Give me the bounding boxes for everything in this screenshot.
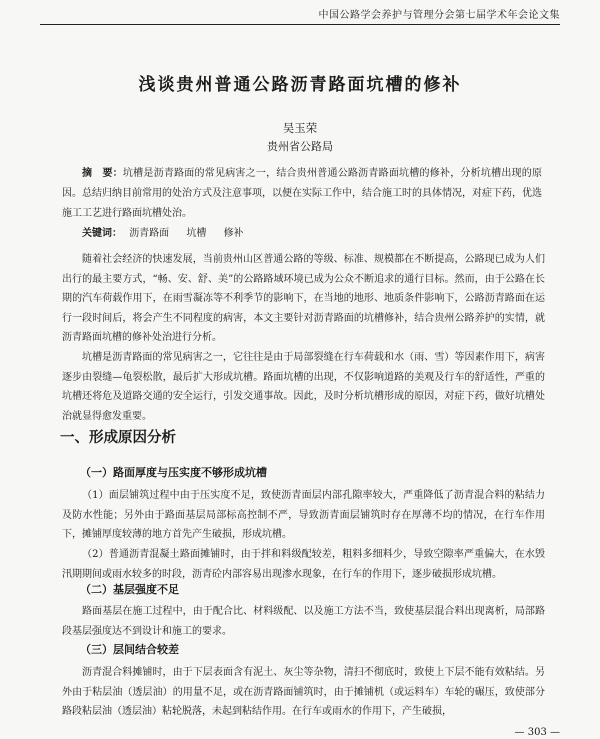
intro-paragraph-1: 随着社会经济的快速发展，当前贵州山区普通公路的等级、标准、规模都在不断提高，公路现已成为人们出行的最主要方式，“畅、安、舒、美”的公路路域环境已成为公众不断追求的通行目标。然而，由于公路在长期的汽车荷载作用下，在雨雪凝冻等不利季节的影响下，在当地的地形、地质条件影响下，公路沥青路面在运行一段时间后，将会产生不同程度的病害，本文主要针对沥青路面的坑槽修补，结合贵州公路养护的实情，就沥青路面坑槽的修补处治进行分析。 (62, 254, 545, 343)
subsection-heading: （二）基层强度不足 (80, 583, 179, 596)
intro-paragraph-2: 坑槽是沥青路面的常见病害之一，它往往是由于局部裂缝在行车荷载和水（雨、雪）等因素作用下，病害逐步由裂缝—龟裂松散，最后扩大形成坑槽。路面坑槽的出现，不仅影响道路的美观及行车的舒适性，严重的坑槽还将危及道路交通的安全运行，引发交通事故。因此，及时分析坑槽形成的原因，对症下药，做好坑槽处治就显得愈发重要。 (62, 352, 545, 422)
keyword: 坑槽 (186, 228, 207, 239)
running-header: 中国公路学会养护与管理分会第七届学术年会论文集 (40, 6, 560, 25)
body-paragraph: 沥青混合料摊铺时，由于下层表面含有泥土、灰尘等杂物，清扫不彻底时，致使上下层不能有效粘结。另外由于粘层油（透层油）的用量不足，或在沥青路面铺筑时，由于摊铺机（或运料车）车轮的碾压，致使部分路段粘层油（透层油）粘轮脱落，未起到粘结作用。在行车或雨水的作用下，产生破损， (62, 667, 545, 717)
keywords-label: 关键词： (82, 228, 122, 239)
body-paragraph: （1）面层铺筑过程中由于压实度不足，致使沥青面层内部孔隙率较大，严重降低了沥青混合料的粘结力及防水性能；另外由于路面基层局部标高控制不严，导致沥青面层铺筑时存在厚薄不均的情况，在行车作用下，摊铺厚度较薄的地方首先产生破损，形成坑槽。 (62, 490, 545, 540)
body-paragraph: （2）普通沥青混凝土路面摊铺时，由于拌和料级配较差，粗料多细料少，导致空隙率严重偏大，在水毁汛期期间或雨水较多的时段，沥青砼内部容易出现渗水现象，在行车的作用下，逐步破损形成坑槽。 (62, 549, 545, 580)
subsection-heading: （三）层间结合较差 (80, 643, 179, 656)
author-affiliation: 贵州省公路局 (267, 140, 333, 153)
section-heading: 一、形成原因分析 (60, 430, 176, 446)
abstract-label: 摘 要： (82, 168, 123, 179)
body-paragraph: 路面基层在施工过程中，由于配合比、材料级配、以及施工方法不当，致使基层混合料出现离析，局部路段基层强度达不到设计和施工的要求。 (62, 606, 545, 637)
abstract (62, 164, 542, 224)
paper-title: 浅谈贵州普通公路沥青路面坑槽的修补 (138, 75, 462, 95)
abstract-text: 坑槽是沥青路面的常见病害之一，结合贵州普通公路沥青路面坑槽的修补，分析坑槽出现的原因。总结归纳目前常用的处治方式及注意事项，以便在实际工作中，结合施工时的具体情况，对症下药，优选施工工艺进行路面坑槽处治。 (62, 168, 543, 219)
subsection-heading: （一）路面厚度与压实度不够形成坑槽 (80, 466, 267, 479)
author-name: 吴玉荣 (282, 121, 318, 135)
keywords (82, 224, 258, 239)
keyword: 沥青路面 (129, 228, 170, 239)
page-number: — 303 — (514, 727, 560, 738)
keyword: 修补 (223, 228, 244, 239)
